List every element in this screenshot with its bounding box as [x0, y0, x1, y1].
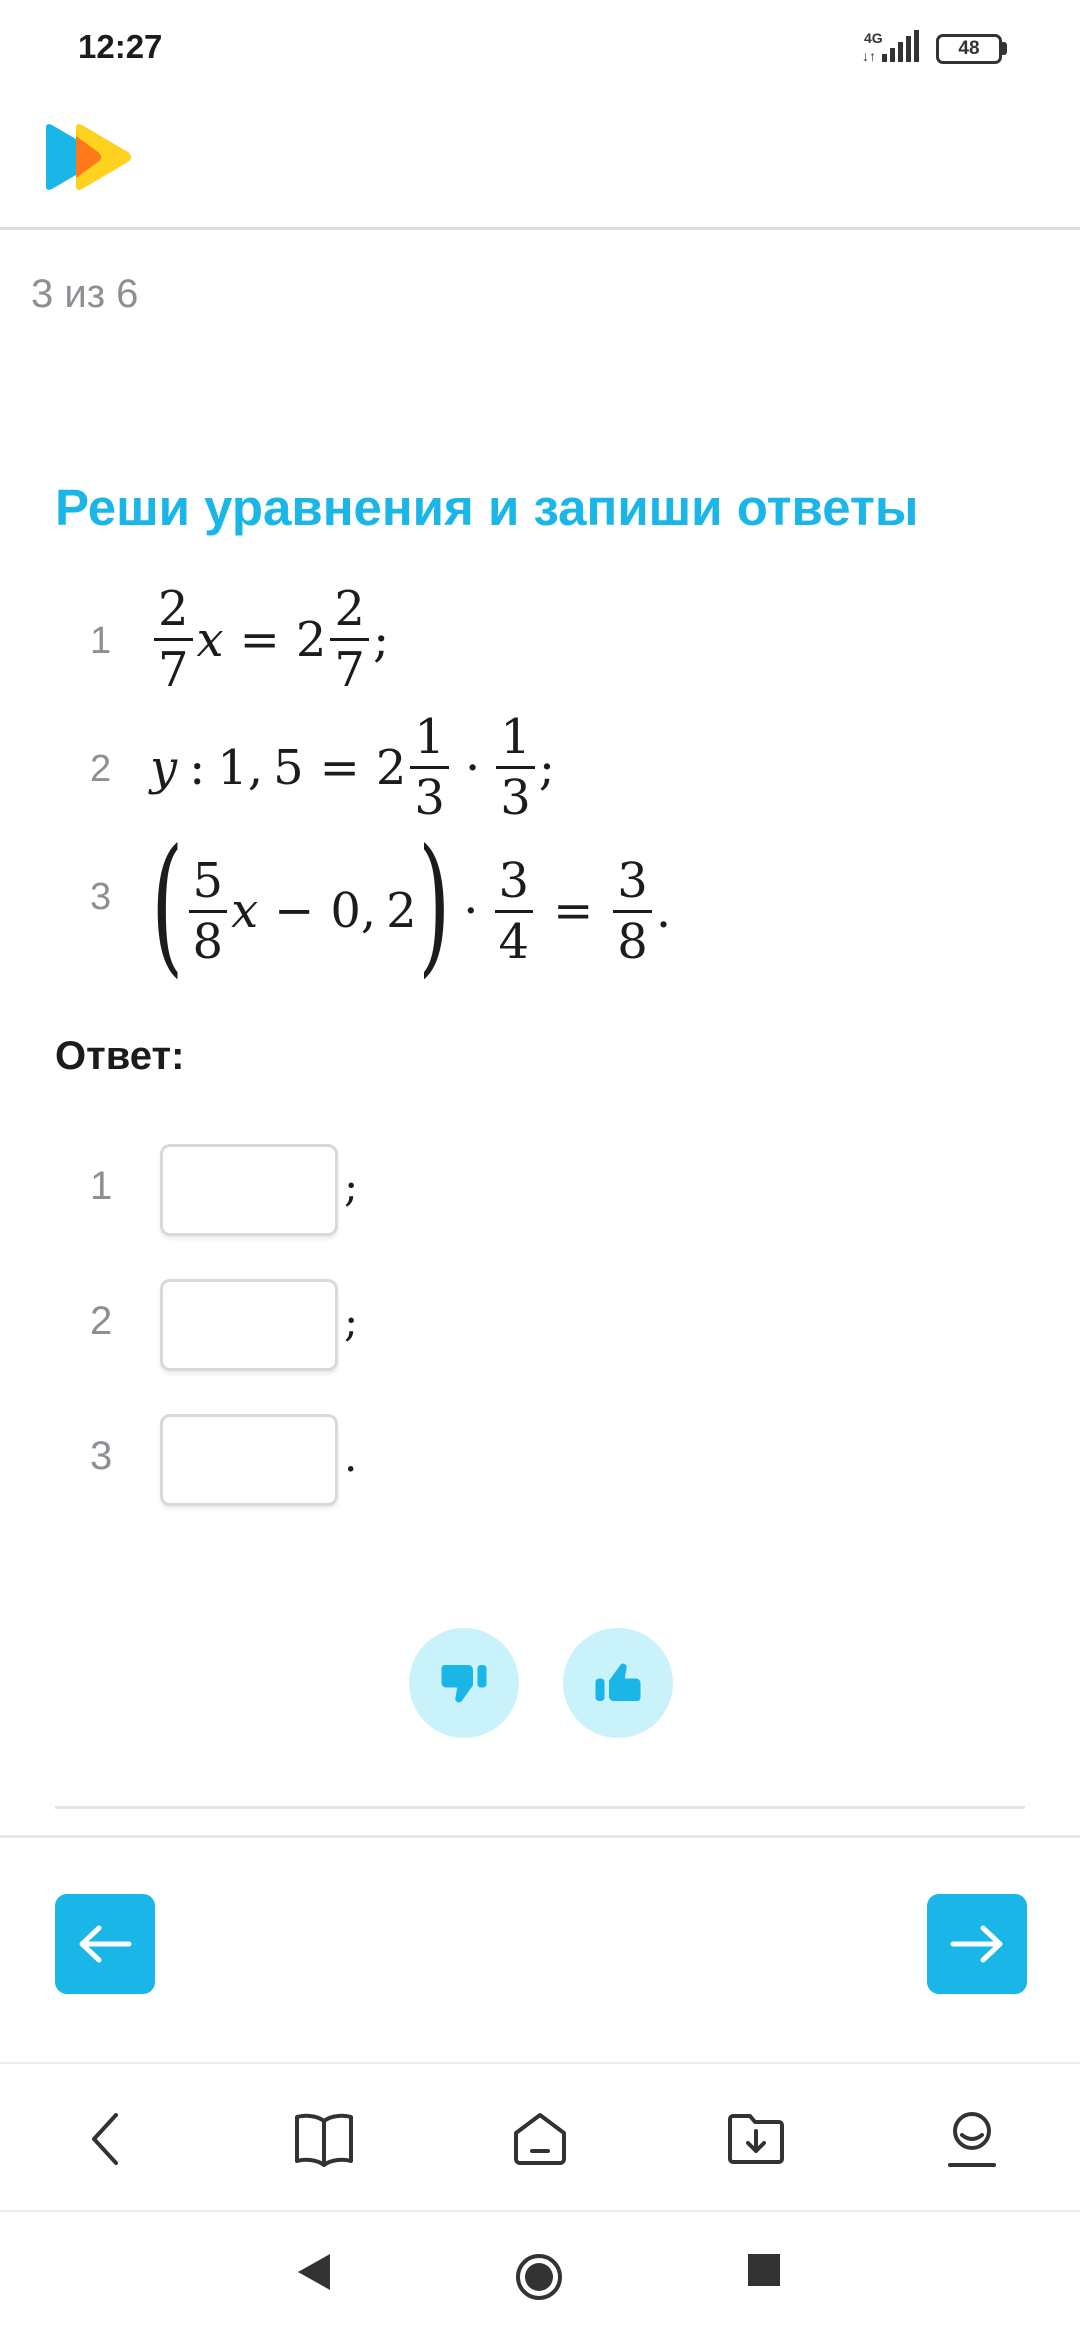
answer-input-2[interactable]	[160, 1279, 338, 1371]
nav-downloads-button[interactable]	[726, 2109, 786, 2169]
arrow-left-icon	[77, 1924, 133, 1964]
previous-task-button[interactable]	[55, 1894, 155, 1994]
back-chevron-icon	[86, 2111, 126, 2167]
arrow-right-icon	[949, 1924, 1005, 1964]
nav-back-button[interactable]	[76, 2109, 136, 2169]
system-back-button[interactable]	[296, 2252, 332, 2292]
answer-number: 1	[90, 1164, 113, 1208]
answer-suffix: ;	[344, 1297, 359, 1346]
equation-number: 1	[90, 620, 112, 662]
answer-number: 3	[90, 1434, 113, 1478]
signal-icon	[880, 30, 920, 64]
nav-books-button[interactable]	[294, 2109, 354, 2169]
nav-profile-button[interactable]	[942, 2109, 1002, 2169]
answer-input-1[interactable]	[160, 1144, 338, 1236]
system-recents-button[interactable]	[746, 2252, 782, 2288]
answer-row-1	[0, 1144, 1080, 1236]
equation-formula: $\frac{2}{7}$ x = 2 $\frac{2}{7}$ ;	[150, 580, 389, 699]
divider	[0, 1835, 1080, 1838]
app-header	[0, 96, 1080, 230]
like-button[interactable]	[563, 1628, 673, 1738]
answer-number: 2	[90, 1299, 113, 1343]
answer-label: Ответ:	[55, 1034, 185, 1078]
progress-counter: 3 из 6	[31, 272, 139, 316]
battery-tip	[1002, 42, 1007, 55]
back-triangle-icon	[296, 2252, 332, 2292]
home-icon	[510, 2109, 570, 2169]
network-activity-icon: ↓↑	[862, 48, 876, 64]
battery-icon	[936, 34, 1002, 64]
answer-row-2	[0, 1279, 1080, 1371]
next-task-button[interactable]	[927, 1894, 1027, 1994]
system-nav-bar	[0, 2212, 1080, 2340]
book-icon	[294, 2111, 354, 2167]
recents-square-icon	[746, 2252, 782, 2288]
equation-number: 2	[90, 748, 112, 790]
equation-number: 3	[90, 876, 112, 918]
app-logo-icon[interactable]	[40, 122, 136, 192]
divider	[55, 1806, 1025, 1809]
status-time: 12:27	[78, 28, 163, 65]
download-folder-icon	[726, 2111, 786, 2167]
thumbs-down-icon	[437, 1656, 491, 1710]
battery-level: 48	[958, 38, 980, 59]
task-title: Реши уравнения и запиши ответы	[55, 479, 919, 536]
status-bar	[0, 0, 1080, 96]
system-home-button[interactable]	[514, 2252, 564, 2302]
equation-formula: ( $\frac{5}{8}$ x − 0, 2 ) · $\frac{3}{4}$ = $\frac{3}{8}$ .	[151, 818, 672, 992]
dislike-button[interactable]	[409, 1628, 519, 1738]
nav-home-button[interactable]	[510, 2109, 570, 2169]
equation-formula: y : 1, 5 = 2 $\frac{1}{3}$ · $\frac{1}{3}$ ;	[150, 709, 555, 826]
home-circle-icon	[514, 2252, 564, 2302]
answer-input-3[interactable]	[160, 1414, 338, 1506]
app-bottom-nav	[0, 2062, 1080, 2212]
answer-row-3	[0, 1414, 1080, 1506]
thumbs-up-icon	[591, 1656, 645, 1710]
profile-icon	[944, 2109, 1000, 2169]
network-type: 4G	[864, 30, 883, 46]
answer-suffix: .	[344, 1432, 358, 1481]
answer-suffix: ;	[344, 1162, 359, 1211]
